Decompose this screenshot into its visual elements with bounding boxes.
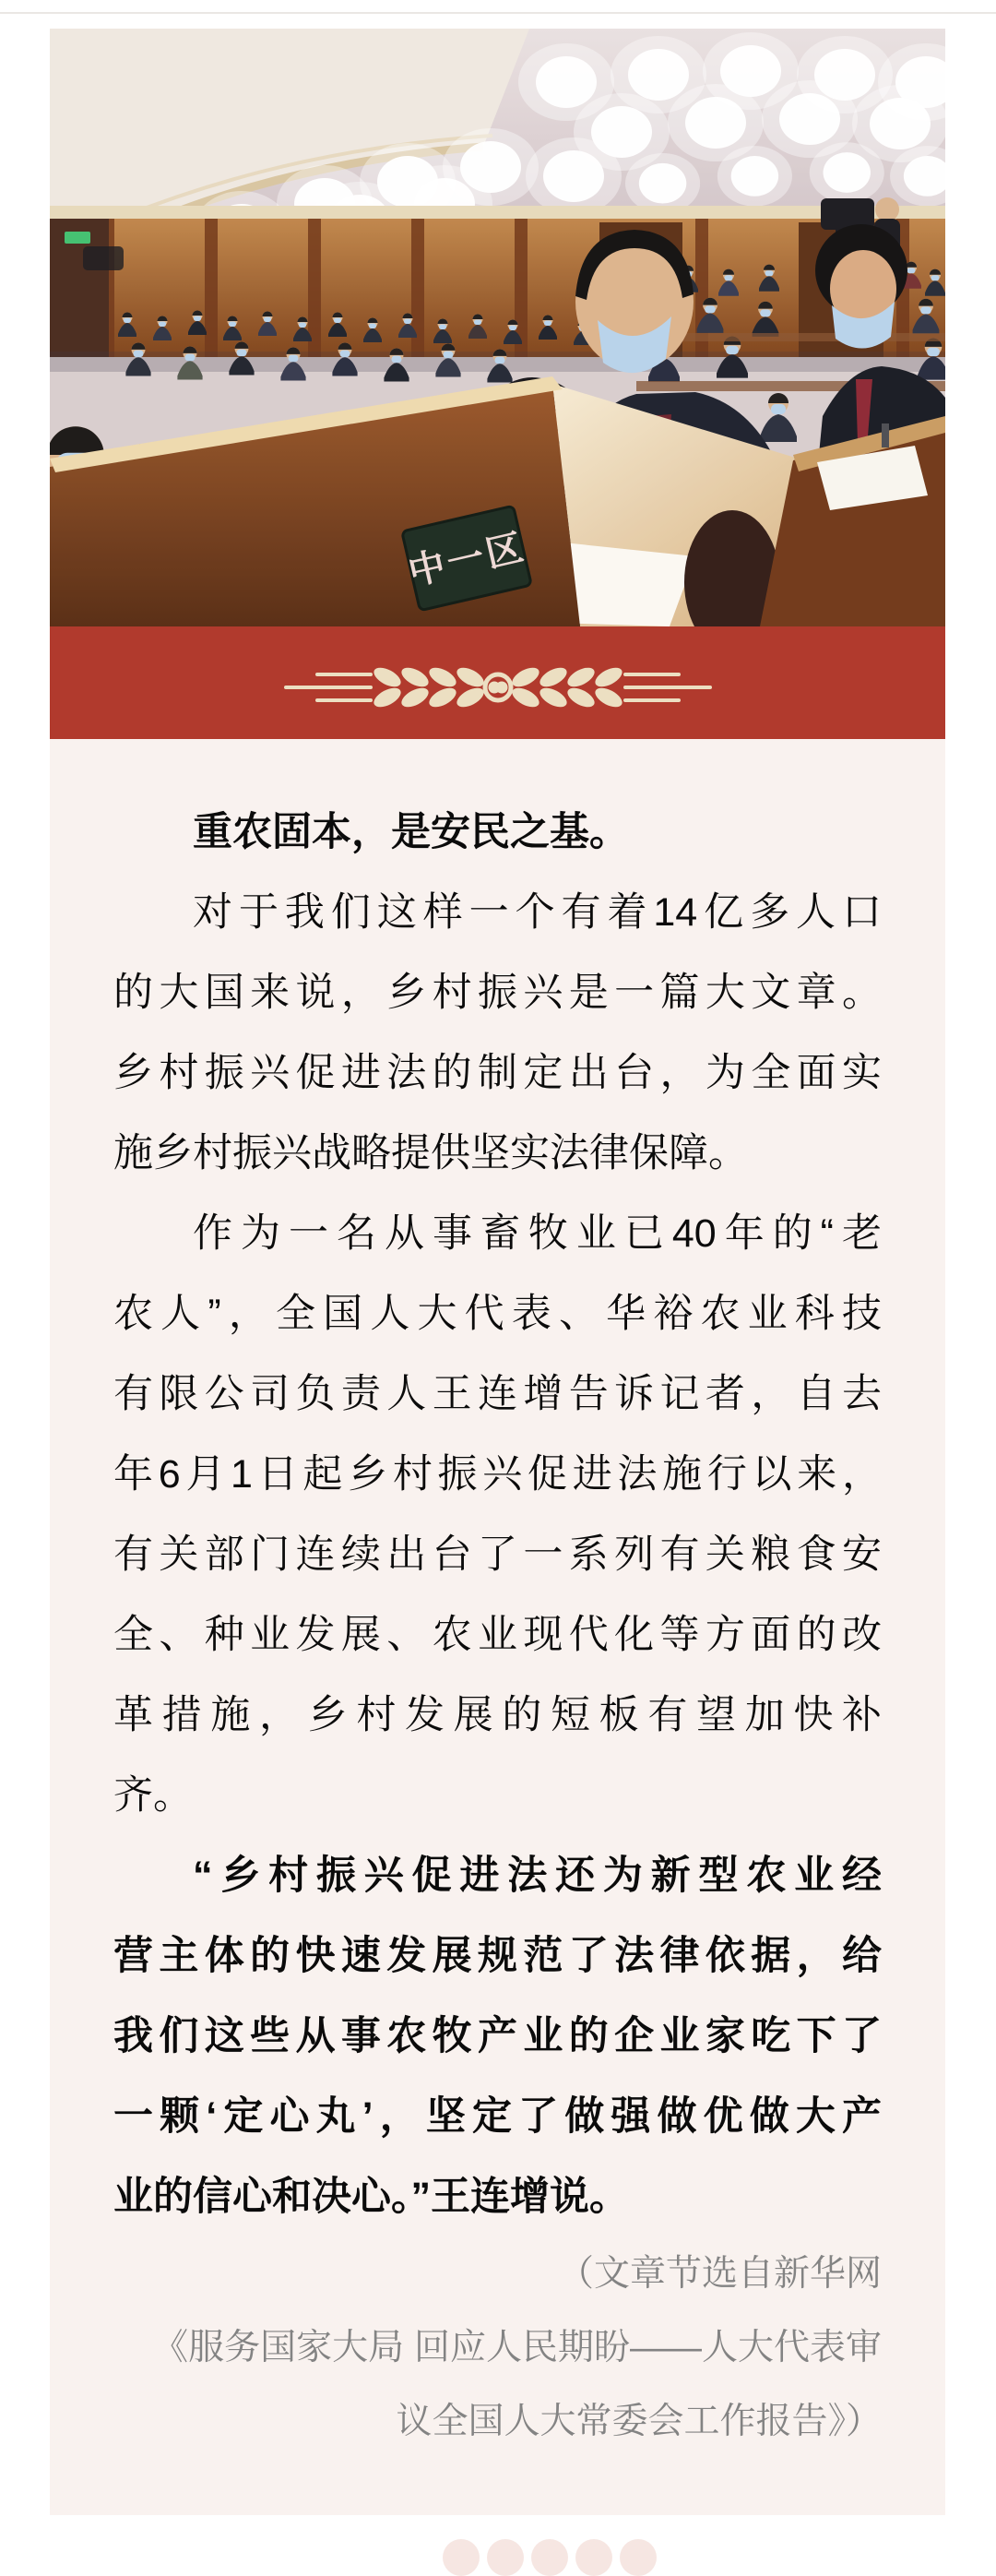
text-line: 施乡村振兴战略提供坚实法律保障。	[113, 1131, 748, 1175]
text-line: 营主体的快速发展规范了法律依据，给	[113, 1934, 882, 1978]
text-line: 业的信心和决心。”王连增说。	[113, 2175, 629, 2219]
text-line: 重农固本，是安民之基。	[193, 810, 629, 854]
paragraph	[113, 873, 882, 1194]
text-line: 革措施，乡村发展的短板有望加快补	[113, 1693, 882, 1737]
text-line: 有限公司负责人王连增告诉记者，自去	[113, 1372, 882, 1416]
text-line: 一颗‘定心丸’，坚定了做强做优做大产	[113, 2094, 882, 2139]
hero-photo-illustration	[50, 29, 945, 626]
text-line: 的大国来说，乡村振兴是一篇大文章。	[113, 971, 882, 1015]
divider-band	[50, 626, 945, 739]
paragraph	[113, 1194, 882, 1836]
seat-zone-sign-label: 中一区	[404, 527, 530, 593]
text-line: 有关部门连续出台了一系列有关粮食安	[113, 1532, 882, 1577]
text-line: 齐。	[113, 1773, 193, 1818]
hero-photo	[50, 29, 945, 626]
text-line: 乡村振兴促进法的制定出台，为全面实	[113, 1051, 882, 1095]
article-card	[50, 29, 945, 2515]
paragraph	[113, 793, 882, 873]
text-line: “乡村振兴促进法还为新型农业经	[193, 1854, 882, 1898]
text-line: 《服务国家大局 回应人民期盼——人大代表审	[152, 2328, 882, 2367]
text-line: 对于我们这样一个有着14亿多人口	[193, 890, 882, 935]
text-line: 年6月1日起乡村振兴促进法施行以来，	[113, 1452, 882, 1497]
wheat-divider-icon	[284, 658, 712, 717]
paragraph	[113, 1836, 882, 2237]
text-line: 议全国人大常委会工作报告》）	[396, 2402, 882, 2441]
text-line: （文章节选自新华网	[557, 2254, 882, 2294]
text-line: 作为一名从事畜牧业已40年的“老	[193, 1211, 882, 1256]
top-divider-line	[0, 12, 996, 14]
text-line: 农人”，全国人大代表、华裕农业科技	[113, 1292, 882, 1336]
text-line: 全、种业发展、农业现代化等方面的改	[113, 1613, 882, 1657]
paragraph	[113, 2237, 882, 2459]
article-body	[50, 739, 945, 2515]
text-line: 我们这些从事农牧产业的企业家吃下了	[113, 2014, 882, 2058]
bottom-scallop-decoration	[0, 2539, 996, 2544]
